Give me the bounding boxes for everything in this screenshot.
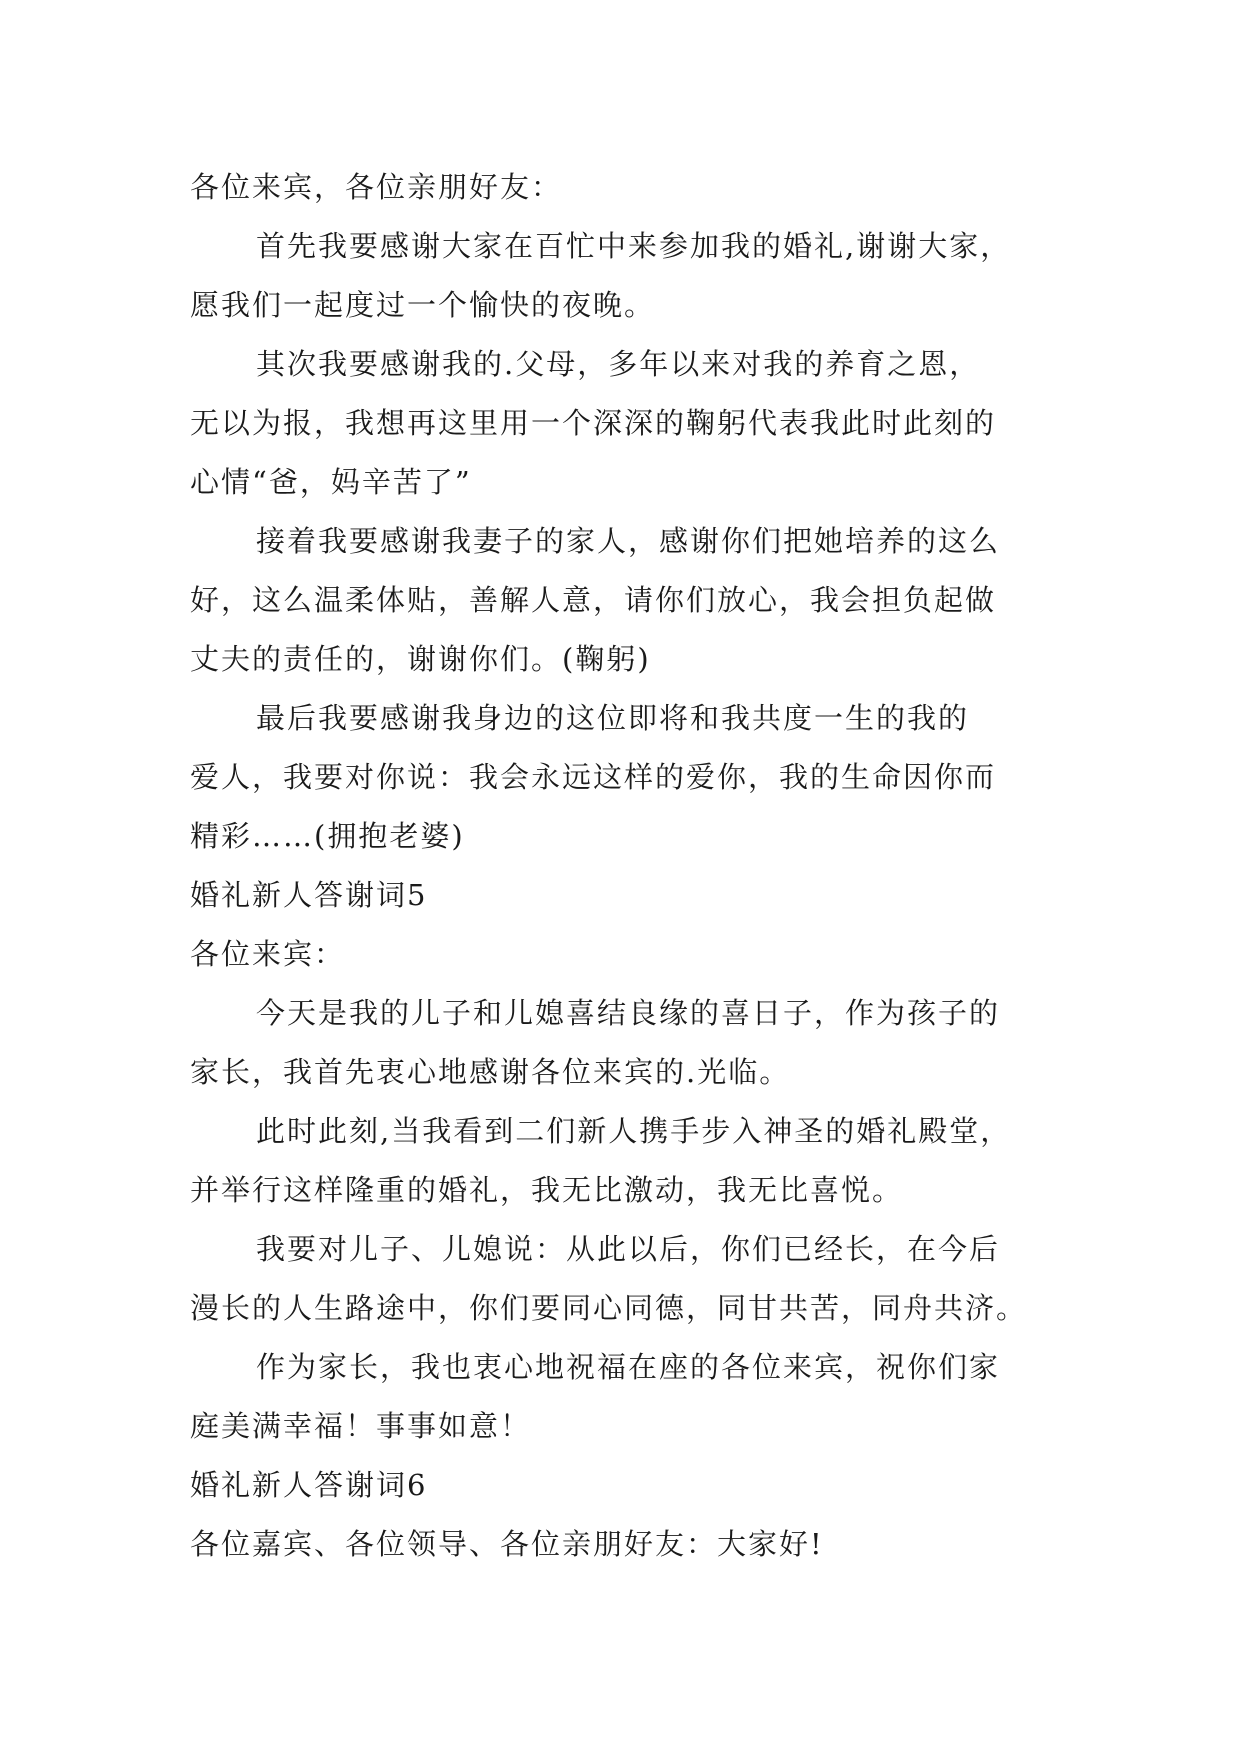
section-heading: 婚礼新人答谢词6	[190, 1468, 428, 1502]
paragraph-line: 接着我要感谢我妻子的家人，感谢你们把她培养的这么	[256, 524, 1001, 558]
paragraph-line: 最后我要感谢我身边的这位即将和我共度一生的我的	[256, 701, 970, 735]
paragraph-line: 爱人，我要对你说：我会永远这样的爱你，我的生命因你而	[190, 760, 997, 794]
paragraph-line: 愿我们一起度过一个愉快的夜晚。	[190, 288, 656, 322]
paragraph-line: 无以为报，我想再这里用一个深深的鞠躬代表我此时此刻的	[190, 406, 997, 440]
paragraph-line: 丈夫的责任的，谢谢你们。(鞠躬)	[190, 642, 651, 676]
paragraph-line: 我要对儿子、儿媳说：从此以后，你们已经长，在今后	[256, 1232, 1001, 1266]
document-body	[190, 158, 1090, 1574]
paragraph-line: 心情“爸，妈辛苦了”	[190, 465, 472, 499]
paragraph-line: 漫长的人生路途中，你们要同心同德，同甘共苦，同舟共济。	[190, 1291, 1028, 1325]
paragraph-line: 好，这么温柔体贴，善解人意，请你们放心，我会担负起做	[190, 583, 997, 617]
salutation: 各位来宾：	[190, 937, 346, 971]
paragraph-line: 并举行这样隆重的婚礼，我无比激动，我无比喜悦。	[190, 1173, 904, 1207]
paragraph-line: 今天是我的儿子和儿媳喜结良缘的喜日子，作为孩子的	[256, 996, 1001, 1030]
salutation: 各位嘉宾、各位领导、各位亲朋好友：大家好!	[190, 1527, 824, 1561]
section-heading: 婚礼新人答谢词5	[190, 878, 428, 912]
paragraph-line: 首先我要感谢大家在百忙中来参加我的婚礼,谢谢大家，	[256, 229, 1012, 263]
paragraph-line: 作为家长，我也衷心地祝福在座的各位来宾，祝你们家	[256, 1350, 1001, 1384]
paragraph-line: 家长，我首先衷心地感谢各位来宾的.光临。	[190, 1055, 791, 1089]
paragraph-line: 精彩……(拥抱老婆)	[190, 819, 465, 853]
paragraph-line: 庭美满幸福！事事如意！	[190, 1409, 532, 1443]
paragraph-line: 其次我要感谢我的.父母，多年以来对我的养育之恩，	[256, 347, 981, 381]
paragraph-line: 此时此刻,当我看到二们新人携手步入神圣的婚礼殿堂，	[256, 1114, 1012, 1148]
salutation: 各位来宾，各位亲朋好友：	[190, 170, 563, 204]
